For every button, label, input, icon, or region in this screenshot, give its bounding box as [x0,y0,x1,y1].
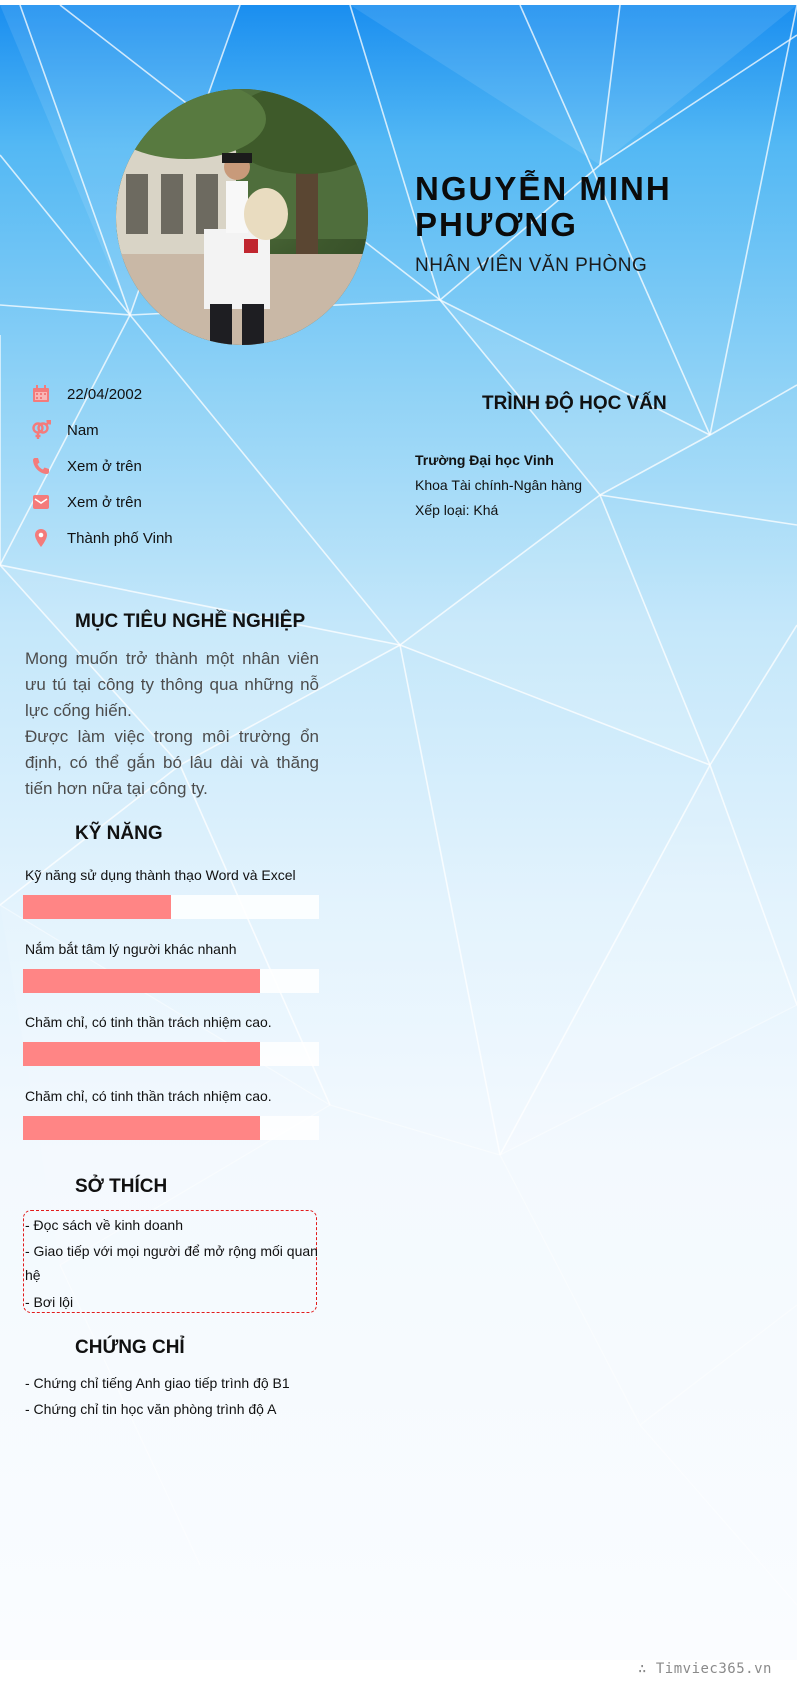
email-value: Xem ở trên [67,493,142,511]
objective-text [25,646,319,802]
profile-photo [116,89,368,345]
education-section-title: TRÌNH ĐỘ HỌC VẤN [482,393,667,414]
education-rank: Xếp loại: Khá [415,502,499,518]
skill-bar-fill [23,895,171,919]
skill-bar [23,895,319,919]
address-value: Thành phố Vinh [67,529,173,547]
envelope-icon [30,491,52,513]
education-school: Trường Đại học Vinh [415,452,554,468]
skill-bar-fill [23,969,260,993]
objective-line: Được làm việc trong môi trường ổn định, có thể gắn bó lâu dài và thăng tiến hơn nữa tại công ty. [25,727,319,798]
hobby-item: - Đọc sách về kinh doanh [25,1217,183,1233]
gender-value: Nam [67,421,99,439]
skill-label: Nắm bắt tâm lý người khác nhanh [25,941,237,957]
certificate-item: - Chứng chỉ tiếng Anh giao tiếp trình độ B1 [25,1375,290,1391]
info-email-row [30,489,142,515]
info-birthday-row [30,381,142,407]
skill-label: Chăm chỉ, có tinh thần trách nhiệm cao. [25,1088,272,1104]
candidate-name: NGUYỄN MINH PHƯƠNG [415,170,672,243]
skill-bar [23,969,319,993]
certificate-item: - Chứng chỉ tin học văn phòng trình độ A [25,1401,277,1417]
hobby-item: - Giao tiếp với mọi người để mở rộng mối quan hệ [25,1243,318,1283]
skill-label: Kỹ năng sử dụng thành thạo Word và Excel [25,867,296,883]
skill-bar [23,1042,319,1066]
info-phone-row [30,453,142,479]
cv-page [0,5,797,1660]
info-gender-row [30,417,99,443]
certificates-section-title: CHỨNG CHỈ [75,1337,185,1358]
gender-icon [30,419,52,441]
skills-section-title: KỸ NĂNG [75,823,163,844]
education-faculty: Khoa Tài chính-Ngân hàng [415,477,583,493]
birthday-value: 22/04/2002 [67,385,143,403]
skill-label: Chăm chỉ, có tinh thần trách nhiệm cao. [25,1014,272,1030]
skill-bar-fill [23,1042,260,1066]
phone-icon [30,455,52,477]
hobbies-section-title: SỞ THÍCH [75,1176,168,1197]
objective-section-title: MỤC TIÊU NGHỀ NGHIỆP [75,611,306,632]
hobby-item: - Bơi lội [25,1294,74,1310]
skill-bar [23,1116,319,1140]
skill-bar-fill [23,1116,260,1140]
info-address-row [30,525,173,551]
site-watermark: ∴ Timviec365.vn [638,1661,772,1677]
objective-line: Mong muốn trở thành một nhân viên ưu tú tại công ty thông qua những nỗ lực cống hiến. [25,649,319,720]
map-pin-icon [30,527,52,549]
phone-value: Xem ở trên [67,457,142,475]
job-title: NHÂN VIÊN VĂN PHÒNG [415,255,648,276]
calendar-icon [30,383,52,405]
